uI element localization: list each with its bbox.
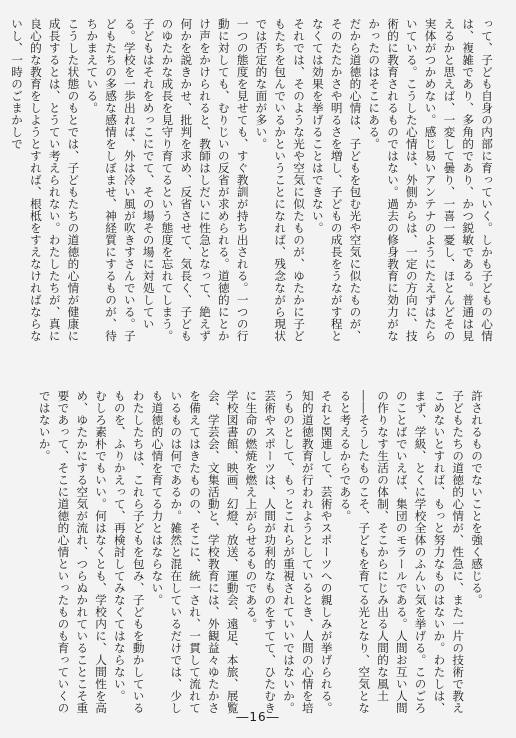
paragraph: わたしたちは、これら子どもを包み、子どもを動かしているものを、ふりかえって、再検討してみなくてはならない。 <box>112 390 146 714</box>
text-block-lower <box>8 390 486 717</box>
paragraph: だから道徳的心情は、子どもを包む光や空気に似たものが、そのたたかさや明るさを増し、子どもの成長をうながす程となくては効果を挙げることはできない。 <box>310 18 363 342</box>
paragraph: 子どもたちの道徳的心情が、性急に、また一片の技術で教えこめないとすれば、もっと努力なものはないか。わたしは、まず、学級、とくに学校全体のふんい気を挙げる。このごろのことばでいえば、集団のモラールである。人間お互い人間の作りなす生活の体制、そこからにじみ出る人間的な風土――そうしたものこそ、子どもを育てる光となり、空気となると考えるからである。 <box>338 390 466 714</box>
paragraph: こうした状態のもとでは、子どもたちの道徳的心情が健康に成長するとは、とうてい考えられない。わたしたちが、真に良心的な教育をしようとすれば、根柢をすえなければならないし、一時のごまかしで <box>10 18 81 342</box>
paragraph: むしろ素朴でもいい。何はなくとも、学校内に、人間性を高め、ゆたかにする空気が流れ、つらぬかれていることこそ重要であって、そこに道徳的心情といったものも育っていくのではないか。 <box>37 390 109 714</box>
paragraph: 一つの態度を見せても、すぐ教訓が持ち出される。一つの行動に対しても、むりじいの反省が求められる。道徳的にとかけ声をかけられると、教師はしだいに性急となって、絶えず何かを説きかせ、批判を求め、反省させて、気長く、子どものゆたかな成長を見守り育てるという態度を忘れてしまう。子どもはそれをめっこにでて、その場その場に対処している。学校を一歩出れば、外は冷い風が吹きすさんでいる。子どもたちの多感な感情をしぼませ、神経質にするものが、待ちかまえている。 <box>85 18 250 342</box>
paragraph: 許されるものでないことを強く感じる。 <box>470 390 484 606</box>
paragraph: 学校図書館、映画、幻燈、放送、運動会、遠足、本旅、展覧会、学芸会、文集活動と、学校教育には、外観益々ゆたかさを備えてはきたものの、そこに、統一され、一貫して流れているものは何であるか。雑然と混在しているだけでは、少しも道徳的心情を育てる力とはならない。 <box>150 390 240 714</box>
paragraph: それでは、そのような光や空気に似たものが、ゆたかに子どもたちを包んでいるかということになれば、残念ながら現状では否定的な面が多い。 <box>254 18 307 342</box>
text-block-upper <box>8 18 496 345</box>
paragraph: それと関連して、芸術やスポーツへの親しみが挙げられる。知的道徳教育が行われようとしているとき、人間の心情を培うものとして、もっとこれらが重視されていいではないか。芸術やスポーツは、人間が功利的なものをすてて、ひたむきに生命の燃焼を燃え上がらせるものである。 <box>244 390 334 714</box>
page-number: ―16― <box>236 710 280 724</box>
paragraph: って、子ども自身の内部に育っていく。しかも子どもの心情は、複雑であり、多角的であり、かつ鋭敏である。普通は見えるかと思えば、一変して曇り、一喜一憂し、ほとんどその実体がつかめない。感じ易いアンテナのようにたえずはたらいている。こうした心情は、外側からは、一定の方向に、技術的に教育されるものではない。過去の修身教育に効力がなかったのはそこにある。 <box>367 18 494 342</box>
